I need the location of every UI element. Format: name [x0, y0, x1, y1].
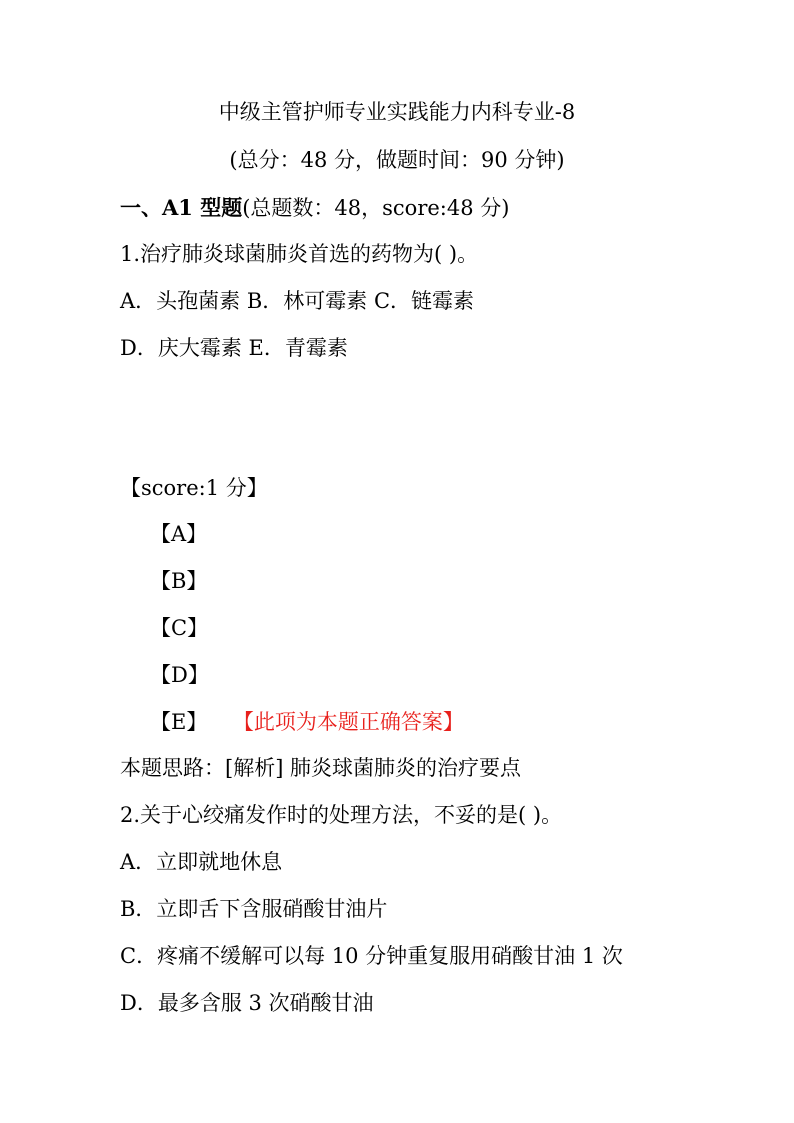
section-heading: [120, 194, 509, 222]
question-1-options-line-1: A．头孢菌素 B．林可霉素 C．链霉素: [120, 289, 475, 313]
section-info: (总题数：48，score:48 分): [242, 196, 510, 220]
choice-d[interactable]: 【D】: [150, 663, 209, 687]
question-2-option-c: C．疼痛不缓解可以每 10 分钟重复服用硝酸甘油 1 次: [120, 944, 623, 968]
choice-e[interactable]: 【E】: [150, 710, 208, 734]
question-1-stem: 1.治疗肺炎球菌肺炎首选的药物为( )。: [120, 242, 479, 266]
question-2-stem: 2.关于心绞痛发作时的处理方法，不妥的是( )。: [120, 803, 563, 827]
choice-b[interactable]: 【B】: [150, 569, 208, 593]
question-1-score: 【score:1 分】: [120, 476, 268, 500]
question-2-option-d: D．最多含服 3 次硝酸甘油: [120, 991, 374, 1015]
question-1-options-line-2: D．庆大霉素 E．青霉素: [120, 336, 348, 360]
page-subtitle: (总分：48 分，做题时间：90 分钟): [229, 148, 565, 172]
question-1-explanation: 本题思路：[解析] 肺炎球菌肺炎的治疗要点: [120, 756, 522, 780]
question-2-option-b: B．立即舌下含服硝酸甘油片: [120, 897, 388, 921]
choice-c[interactable]: 【C】: [150, 616, 209, 640]
correct-answer-marker: 【此项为本题正确答案】: [243, 710, 464, 734]
question-2-option-a: A．立即就地休息: [120, 850, 283, 874]
choice-e-row: [150, 708, 464, 736]
choice-a[interactable]: 【A】: [150, 522, 208, 546]
section-name: 一、A1 型题: [120, 195, 243, 220]
page-title: 中级主管护师专业实践能力内科专业-8: [218, 100, 576, 124]
